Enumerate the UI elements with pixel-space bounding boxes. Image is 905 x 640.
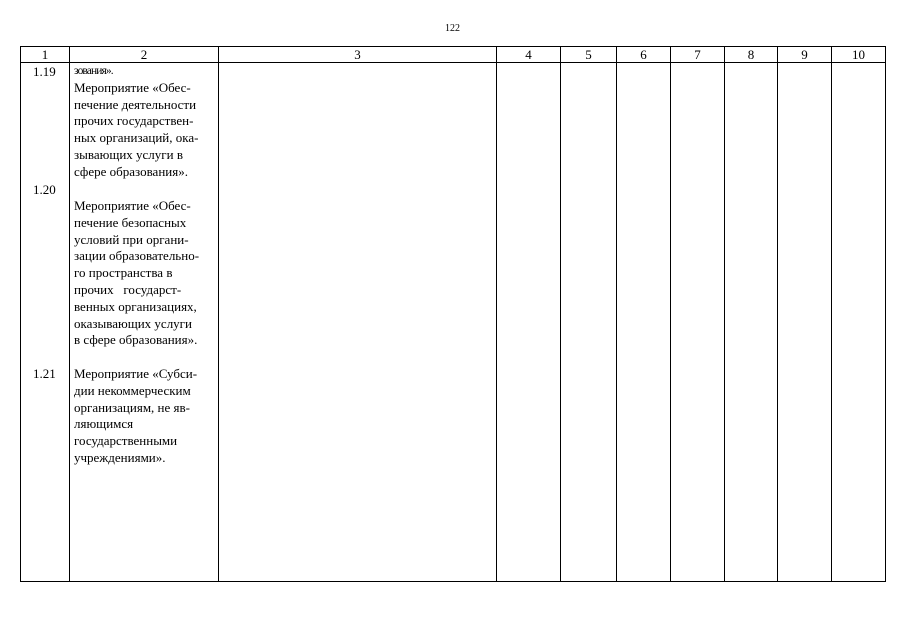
description-line: зации образовательно- [74, 248, 200, 264]
description-line: ляющимся [74, 416, 134, 432]
description-line: дии некоммерческим [74, 382, 191, 398]
description-line: сфере образования». [74, 163, 188, 179]
column-6-cell [617, 63, 671, 582]
column-header-7: 7 [671, 47, 725, 63]
row-number-column [21, 63, 70, 582]
table-row [21, 63, 886, 582]
column-3-cell [219, 63, 497, 582]
column-header-6: 6 [617, 47, 671, 63]
description-line: го пространства в [74, 265, 173, 281]
description-line: прочих государствен- [74, 113, 194, 129]
description-line: организациям, не яв- [74, 399, 190, 415]
description-line: Мероприятие «Обес- [74, 198, 191, 213]
column-header-3: 3 [219, 47, 497, 63]
column-4-cell [497, 63, 561, 582]
description-line: оказывающих услуги [74, 315, 192, 331]
description-line: учреждениями». [74, 449, 166, 465]
description-line: Мероприятие «Субси- [74, 366, 198, 381]
column-header-8: 8 [725, 47, 778, 63]
description-column [70, 63, 219, 582]
column-7-cell [671, 63, 725, 582]
description-block-1-21 [74, 366, 219, 467]
description-line: прочих государст- [74, 281, 182, 297]
page-number: 122 [445, 23, 460, 34]
row-number-1-21: 1.21 [33, 366, 56, 381]
description-line: печение деятельности [74, 96, 197, 112]
data-table [20, 46, 886, 582]
column-header-4: 4 [497, 47, 561, 63]
description-block-1-20 [74, 198, 219, 349]
column-header-10: 10 [832, 47, 886, 63]
description-line: печение безопасных [74, 214, 187, 230]
column-header-9: 9 [778, 47, 832, 63]
description-line: зывающих услуги в [74, 146, 183, 162]
column-8-cell [725, 63, 778, 582]
description-line: условий при органи- [74, 231, 189, 247]
description-line: Мероприятие «Обес- [74, 79, 191, 95]
description-line: в сфере образования». [74, 332, 198, 348]
column-5-cell [561, 63, 617, 582]
column-header-5: 5 [561, 47, 617, 63]
description-line: государственными [74, 433, 178, 449]
row-number-1-19: 1.19 [33, 64, 56, 79]
column-9-cell [778, 63, 832, 582]
table-header-row [21, 47, 886, 63]
column-header-1: 1 [21, 47, 70, 63]
row-number-1-20: 1.20 [33, 182, 56, 197]
description-line: венных организациях, [74, 298, 197, 314]
column-header-2: 2 [70, 47, 219, 63]
column-10-cell [832, 63, 886, 582]
description-block-1-19 [74, 63, 219, 181]
description-line: зования». [74, 65, 113, 77]
description-line: ных организаций, ока- [74, 130, 199, 146]
